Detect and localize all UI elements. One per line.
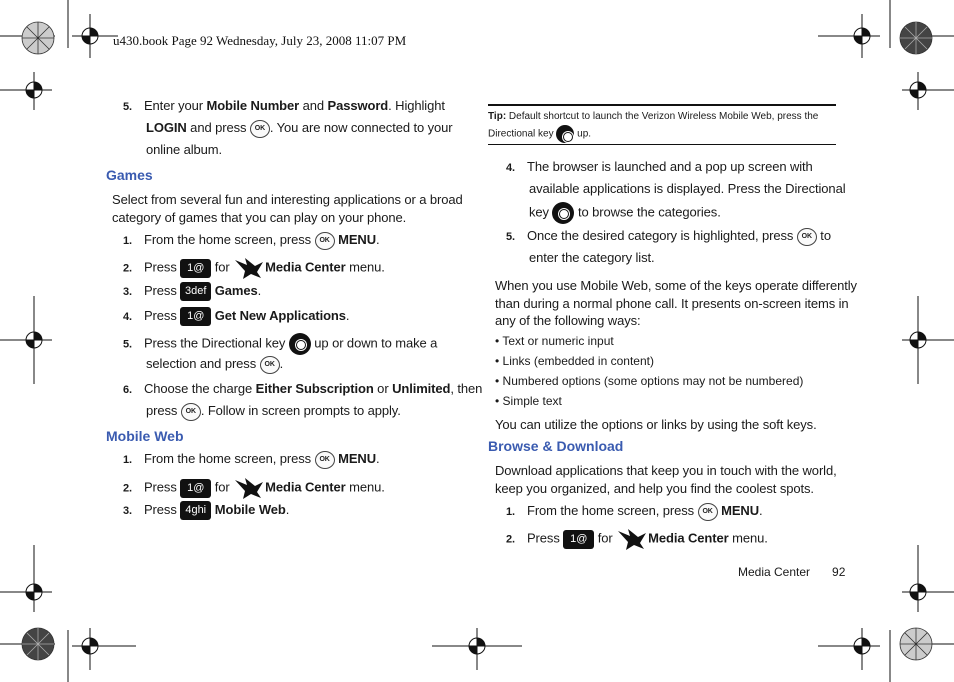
games-step-5-line-2	[146, 355, 283, 374]
text: menu.	[345, 479, 385, 495]
tip-bottom-rule	[488, 144, 836, 145]
media-center-icon	[233, 476, 265, 500]
games-step-1	[123, 231, 380, 250]
text: From the home screen, press	[143, 232, 315, 247]
text: Directional key	[488, 128, 557, 140]
games-step-6-line-2	[146, 402, 401, 421]
text: and	[299, 98, 328, 113]
text: . Highlight	[388, 98, 445, 113]
bold-text: Either Subscription	[255, 381, 374, 396]
browse-intro-2: keep you organized, and help you find the coolest spots.	[495, 481, 814, 496]
media-center-icon	[616, 527, 648, 551]
text: Press	[143, 308, 181, 323]
text: for	[594, 530, 617, 546]
bullet-item: • Text or numeric input	[495, 334, 614, 348]
text: .	[376, 232, 380, 247]
ok-key-icon: OK	[181, 403, 201, 421]
right-step-4-line-1	[506, 158, 813, 177]
page-number: 92	[832, 565, 846, 579]
bullet-item: • Links (embedded in content)	[495, 354, 654, 368]
text: menu.	[728, 530, 768, 546]
step-number: 5.	[506, 231, 515, 243]
step-5-line-3: online album.	[146, 142, 223, 157]
text: . You are now connected to your	[269, 120, 453, 135]
text: press	[146, 403, 181, 418]
step-number: 2.	[506, 533, 515, 546]
ok-key-icon: OK	[315, 232, 335, 250]
step-number: 1.	[506, 506, 515, 518]
step-number: 2.	[123, 262, 132, 275]
bold-text: Get New Applications	[214, 308, 346, 323]
tip-label: Tip:	[488, 111, 507, 122]
file-header-line: u430.book Page 92 Wednesday, July 23, 2008 11:07 PM	[113, 33, 407, 48]
step-number: 2.	[123, 482, 132, 495]
directional-key-icon	[552, 202, 574, 224]
step-5-line-1	[123, 97, 445, 116]
games-heading: Games	[106, 167, 153, 183]
key-1-icon: 1@	[180, 259, 211, 278]
media-center-icon	[233, 256, 265, 280]
right-step-5-line-1	[506, 227, 831, 246]
mobile-web-heading: Mobile Web	[106, 428, 184, 444]
bold-text: Unlimited	[392, 381, 451, 396]
games-intro-1: Select from several fun and interesting applications or a broad	[112, 192, 463, 207]
ok-key-icon: OK	[698, 503, 718, 521]
text: Press	[143, 502, 181, 517]
step-number: 5.	[123, 338, 132, 351]
directional-key-icon	[289, 333, 311, 355]
key-1-icon: 1@	[563, 530, 594, 549]
text: Enter your	[143, 98, 207, 113]
text: Default shortcut to launch the Verizon Wireless Mobile Web, press the	[506, 111, 819, 122]
text: From the home screen, press	[143, 451, 315, 466]
text: Choose the charge	[143, 381, 256, 396]
step-number: 4.	[123, 311, 132, 323]
text: .	[376, 451, 380, 466]
mobile-web-step-2	[123, 476, 385, 500]
games-step-6-line-1	[123, 380, 482, 399]
mobile-web-step-3	[123, 501, 289, 520]
text: for	[211, 259, 234, 275]
footer-section: Media Center	[738, 565, 811, 579]
page-footer	[738, 565, 845, 579]
keys-para-2: than during a normal phone call. It presents on-screen items in	[495, 296, 849, 311]
tip-line-2	[488, 125, 591, 143]
step-number: 5.	[123, 101, 132, 113]
text: Press	[143, 479, 181, 495]
bold-text: Password	[327, 98, 389, 113]
step-number: 4.	[506, 162, 515, 174]
text: .	[345, 308, 350, 323]
text: up.	[574, 128, 592, 140]
ok-key-icon: OK	[797, 228, 817, 246]
text: .	[759, 503, 763, 518]
bold-text: Mobile Web	[214, 502, 286, 517]
bold-text: Media Center	[648, 530, 729, 546]
games-intro-2: category of games that you can play on your phone.	[112, 210, 407, 225]
bullet-item: • Simple text	[495, 394, 562, 408]
right-step-5-line-2: enter the category list.	[529, 250, 655, 265]
right-step-4-line-3	[529, 202, 721, 224]
text: , then	[450, 381, 483, 396]
browse-download-heading: Browse & Download	[488, 438, 624, 454]
bold-text: LOGIN	[146, 120, 187, 135]
text: Press	[526, 530, 564, 546]
right-step-4-line-2: available applications is displayed. Press the Directional	[529, 181, 846, 196]
games-step-2	[123, 256, 385, 280]
text: .	[279, 356, 284, 371]
text: .	[285, 502, 290, 517]
keys-para-1: When you use Mobile Web, some of the keys operate differently	[495, 278, 857, 293]
text: The browser is launched and a pop up screen with	[526, 159, 813, 174]
text: Press	[143, 283, 181, 298]
text: to browse the categories.	[574, 204, 721, 220]
games-step-3	[123, 282, 261, 301]
browse-intro-1: Download applications that keep you in touch with the world,	[495, 463, 837, 478]
mobile-web-step-1	[123, 450, 380, 469]
text: menu.	[345, 259, 385, 275]
text: for	[211, 479, 234, 495]
bold-text: MENU	[338, 232, 376, 247]
tip-line-1	[488, 109, 818, 124]
step-number: 3.	[123, 505, 132, 517]
step-number: 1.	[123, 235, 132, 247]
step-number: 6.	[123, 384, 132, 396]
bold-text: MENU	[338, 451, 376, 466]
games-step-5-line-1	[123, 333, 437, 355]
bullet-item: • Numbered options (some options may not be numbered)	[495, 374, 804, 388]
browse-step-2	[506, 527, 768, 551]
tip-top-rule	[488, 104, 836, 106]
step-5-line-2	[146, 119, 453, 138]
softkeys-text: You can utilize the options or links by using the soft keys.	[495, 417, 817, 432]
bold-text: Games	[214, 283, 258, 298]
directional-key-icon	[556, 125, 574, 143]
bold-text: MENU	[721, 503, 759, 518]
bold-text: Media Center	[265, 479, 346, 495]
ok-key-icon: OK	[250, 120, 270, 138]
text: up or down to make a	[310, 335, 438, 351]
browse-step-1	[506, 502, 763, 521]
text: or	[373, 381, 393, 396]
text: Press	[143, 259, 181, 275]
text: and press	[186, 120, 250, 135]
text: Press the Directional key	[143, 335, 289, 351]
key-1-icon: 1@	[180, 307, 211, 326]
text: selection and press	[146, 356, 260, 371]
bold-text: Mobile Number	[206, 98, 300, 113]
ok-key-icon: OK	[260, 356, 280, 374]
text: to	[816, 228, 831, 243]
games-step-4	[123, 307, 349, 326]
key-3-icon: 3def	[180, 282, 211, 301]
key-4-icon: 4ghi	[180, 501, 211, 520]
ok-key-icon: OK	[315, 451, 335, 469]
text: .	[257, 283, 262, 298]
text: Once the desired category is highlighted, press	[526, 228, 797, 243]
keys-para-3: any of the following ways:	[495, 313, 641, 328]
step-number: 1.	[123, 454, 132, 466]
text: key	[529, 204, 553, 220]
text: From the home screen, press	[526, 503, 698, 518]
bold-text: Media Center	[265, 259, 346, 275]
text: . Follow in screen prompts to apply.	[200, 403, 401, 418]
key-1-icon: 1@	[180, 479, 211, 498]
step-number: 3.	[123, 286, 132, 298]
